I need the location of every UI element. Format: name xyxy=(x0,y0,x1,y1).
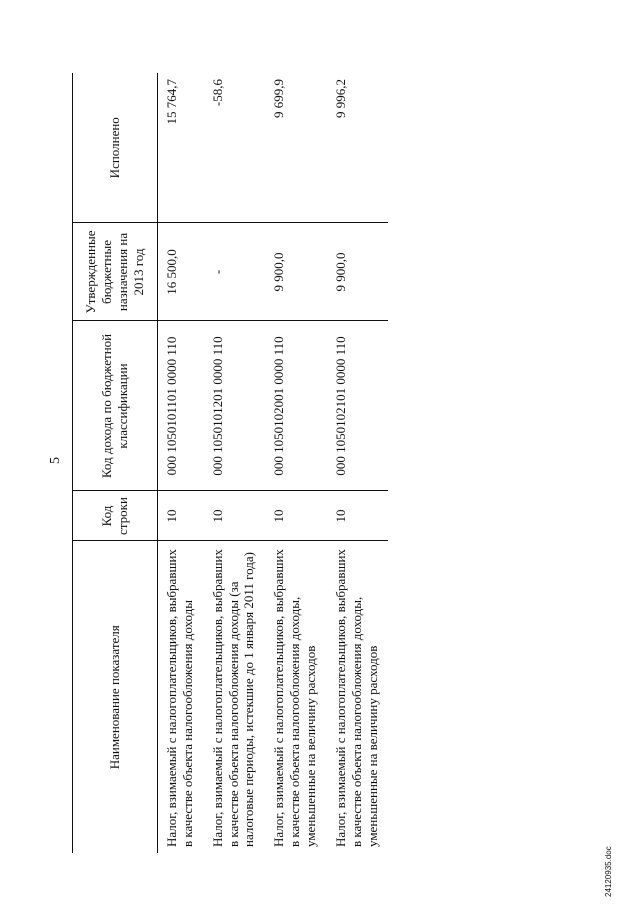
page-number: 5 xyxy=(48,457,63,464)
cell-line-code: 10 xyxy=(204,491,266,541)
table-row xyxy=(204,73,266,853)
header-executed: Исполнено xyxy=(73,73,158,223)
cell-name: Налог, взимаемый с налогоплательщиков, выбравших в качестве объекта налогообложения доходы (за налоговые периоды, истекшие до 1 января 2011 года) xyxy=(209,549,257,847)
table-header-row xyxy=(73,73,158,853)
table-row xyxy=(265,73,327,853)
cell-approved: 9 900,0 xyxy=(327,223,389,321)
table-row xyxy=(158,73,204,853)
budget-revenue-table xyxy=(72,73,388,853)
cell-line-code: 10 xyxy=(265,491,327,541)
cell-executed: 15 764,7 xyxy=(158,73,204,223)
header-name: Наименование показателя xyxy=(73,541,158,853)
table-row xyxy=(327,73,389,853)
cell-name: Налог, взимаемый с налогоплательщиков, выбравших в качестве объекта налогообложения доходы, уменьшенные на величину расходов xyxy=(271,549,319,847)
footer-file-code: 24120935.doc xyxy=(604,846,613,897)
cell-kbk: 000 1050102101 0000 110 xyxy=(327,321,389,491)
cell-approved: - xyxy=(204,223,266,321)
cell-kbk: 000 1050102001 0000 110 xyxy=(265,321,327,491)
cell-name: Налог, взимаемый с налогоплательщиков, выбравших в качестве объекта налогообложения доходы, уменьшенные на величину расходов xyxy=(332,549,380,847)
header-kbk: Код дохода по бюджетной классификации xyxy=(73,321,158,491)
cell-executed: 9 996,2 xyxy=(327,73,389,223)
cell-line-code: 10 xyxy=(327,491,389,541)
header-approved: Утвержденные бюджетные назначения на 2013 год xyxy=(73,223,158,321)
cell-executed: -58,6 xyxy=(204,73,266,223)
cell-executed: 9 699,9 xyxy=(265,73,327,223)
cell-kbk: 000 1050101101 0000 110 xyxy=(158,321,204,491)
header-line-code: Код строки xyxy=(73,491,158,541)
cell-kbk: 000 1050101201 0000 110 xyxy=(204,321,266,491)
cell-approved: 9 900,0 xyxy=(265,223,327,321)
cell-approved: 16 500,0 xyxy=(158,223,204,321)
cell-line-code: 10 xyxy=(158,491,204,541)
cell-name: Налог, взимаемый с налогоплательщиков, выбравших в качестве объекта налогообложения доходы xyxy=(164,549,195,847)
